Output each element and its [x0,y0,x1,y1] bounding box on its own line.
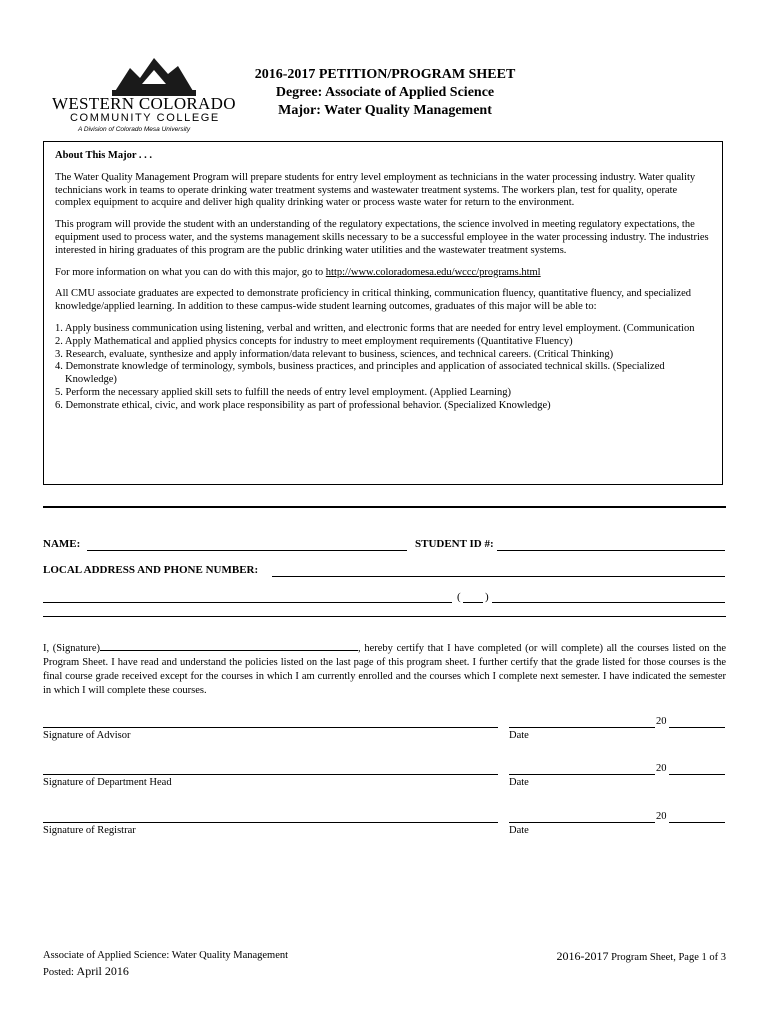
address-field-3[interactable] [43,616,726,617]
cert-signature-blank[interactable] [100,641,358,651]
address-field-1[interactable] [272,576,725,577]
footer-posted-date: April 2016 [76,964,129,978]
logo-tagline: A Division of Colorado Mesa University [78,126,191,133]
name-field[interactable] [87,550,407,551]
cert-prefix: I, (Signature) [43,643,101,654]
about-paragraph-2: This program will provide the student with an understanding of the regulatory expectations, the science involved in meeting regulatory expectations, the equipment used to process water, and the systems management skills necessary to be a successful employee in the water processing industry. The industries interested in hiring graduates of this program are the public drinking water utilities and the wastewater treatment systems. [55,219,709,256]
mountain-logo-icon [112,56,196,96]
student-id-label: STUDENT ID #: [415,538,494,550]
advisor-year-line[interactable] [669,727,725,728]
footer-page-text: Program Sheet, Page 1 of 3 [608,952,726,963]
about-paragraph-1: The Water Quality Management Program will prepare students for entry level employment as technicians in the water processing industry. Water quality technicians work in teams to operate drinking water treatment systems and wastewater treatment systems. The workers plan, test for quality, operate complex equipment to acquire and deliver high quality drinking water or process waste water for return to the environment. [55,171,696,209]
advisor-date-line[interactable] [509,727,655,728]
outcome-item: 5. Perform the necessary applied skill sets to fulfill the needs of entry level employment. (Applied Learning) [55,386,512,398]
address-label: LOCAL ADDRESS AND PHONE NUMBER: [43,564,259,576]
outcome-item: 1. Apply business communication using listening, verbal and written, and electronic forms that are needed for entry level employment. (Communication [55,322,695,334]
registrar-date-label: Date [509,825,529,836]
logo-name: WESTERN COLORADO [52,94,236,113]
dept-head-year-prefix: 20 [656,763,667,774]
about-paragraph-4: All CMU associate graduates are expected to demonstrate proficiency in critical thinking, communication fluency, quantitative fluency, and specialized knowledge/applied learning. In addition to these campus-wide student learning outcomes, graduates of this major will be able to: [55,288,691,313]
programs-link[interactable]: http://www.coloradomesa.edu/wccc/programs.html [325,266,541,278]
registrar-year-line[interactable] [669,822,725,823]
footer-posted-label: Posted: [43,967,77,978]
dept-head-signature-line[interactable] [43,774,498,775]
title-line-1: 2016-2017 PETITION/PROGRAM SHEET [254,67,516,82]
address-field-2[interactable] [43,602,452,603]
cert-text: , hereby certify that I have completed (or will complete) all the courses listed on the Program Sheet. I have read and understand the policies listed on the last page of this program sheet. I further certify that the grade listed for those courses is the final course grade received except for the courses in which I am currently enrolled and the courses which I complete next semester. I have indicated the semester in which I will complete these courses. [43,643,726,696]
footer-year: 2016-2017 [556,949,609,963]
page-title [230,66,540,120]
registrar-signature-line[interactable] [43,822,498,823]
dept-head-signature-label: Signature of Department Head [43,777,172,788]
student-id-field[interactable] [497,550,725,551]
registrar-signature-label: Signature of Registrar [43,825,136,836]
logo-subname: COMMUNITY COLLEGE [70,112,220,124]
dept-head-date-line[interactable] [509,774,655,775]
about-major-box [43,141,723,485]
title-line-3: Major: Water Quality Management [278,103,492,118]
advisor-year-prefix: 20 [656,716,667,727]
outcome-item: 3. Research, evaluate, synthesize and apply information/data relevant to business, sciences, and technical careers. (Critical Thinking) [55,348,614,360]
footer-program: Associate of Applied Science: Water Quality Management [43,950,289,961]
phone-area-code-field[interactable] [463,602,483,603]
advisor-signature-label: Signature of Advisor [43,730,131,741]
dept-head-date-label: Date [509,777,529,788]
registrar-date-line[interactable] [509,822,655,823]
section-divider [43,506,726,508]
phone-area-close: ) [485,591,489,603]
college-logo [52,56,236,134]
phone-number-field[interactable] [492,602,725,603]
registrar-year-prefix: 20 [656,811,667,822]
advisor-date-label: Date [509,730,529,741]
dept-head-year-line[interactable] [669,774,725,775]
more-info [55,267,711,280]
footer-page-info [556,949,726,964]
more-info-text: For more information on what you can do with this major, go to [55,266,324,278]
outcome-item: 2. Apply Mathematical and applied physics concepts for industry to meet employment requirements (Quantitative Fluency) [55,335,573,347]
certification-statement [43,641,726,698]
about-title: About This Major . . . [55,150,153,161]
title-line-2: Degree: Associate of Applied Science [275,85,495,100]
outcome-item: 4. Demonstrate knowledge of terminology, symbols, business practices, and principles and application of associated technical skills. (Specialized Knowledge) [55,361,665,386]
phone-area-open: ( [457,591,461,603]
name-label: NAME: [43,538,81,550]
outcomes-list [55,323,711,413]
footer-posted [43,964,129,979]
outcome-item: 6. Demonstrate ethical, civic, and work place responsibility as part of professional behavior. (Specialized Knowledge) [55,399,551,411]
advisor-signature-line[interactable] [43,727,498,728]
